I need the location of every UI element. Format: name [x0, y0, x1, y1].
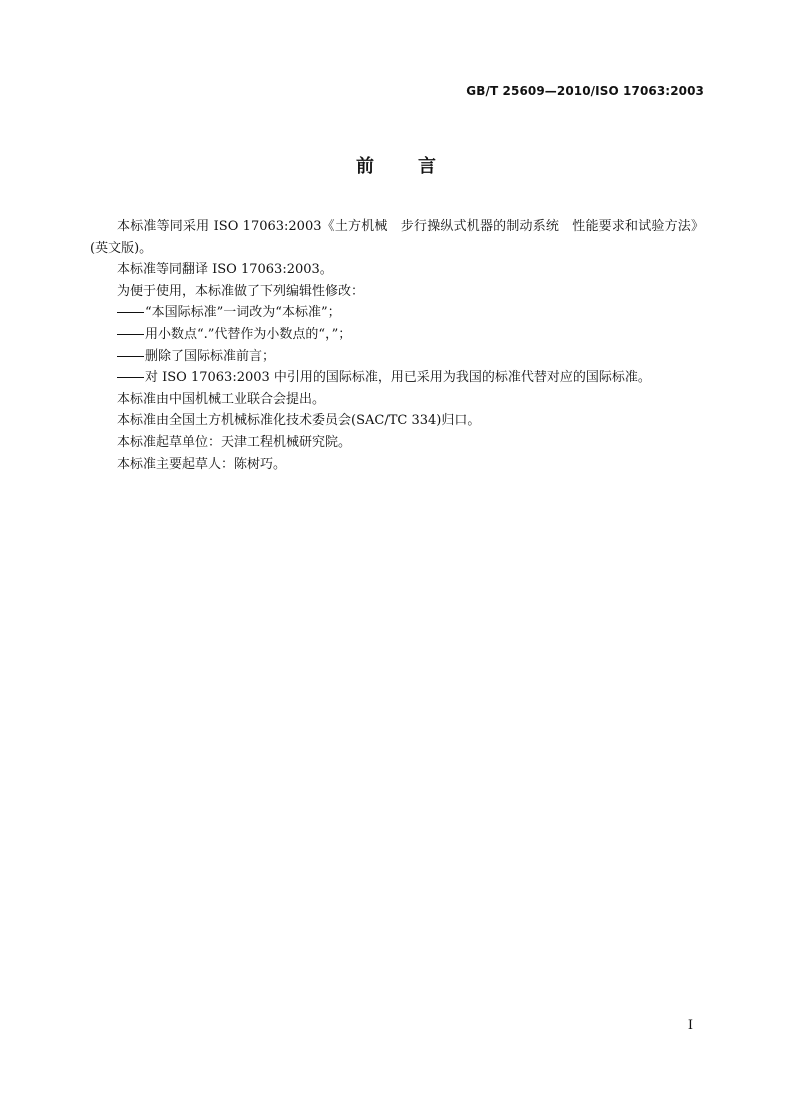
modification-text: “本国际标准”一词改为“本标准”；: [145, 305, 341, 321]
drafting-unit-paragraph: 本标准起草单位：天津工程机械研究院。: [117, 434, 352, 450]
page-number: I: [687, 1018, 693, 1033]
translation-paragraph: 本标准等同翻译 ISO 17063:2003。: [117, 262, 333, 278]
modification-item: [90, 324, 704, 346]
committee-paragraph: 本标准由全国土方机械标准化技术委员会(SAC/TC 334)归口。: [117, 413, 481, 429]
em-dash-marker: [117, 356, 144, 357]
modification-item: [90, 302, 704, 324]
modification-item: [90, 367, 704, 389]
page-title: 前言: [356, 156, 480, 177]
proposer-paragraph: 本标准由中国机械工业联合会提出。: [117, 391, 326, 407]
modification-item: [90, 346, 704, 368]
drafter-paragraph: 本标准主要起草人：陈树巧。: [117, 456, 287, 472]
em-dash-marker: [117, 312, 144, 313]
modification-text: 用小数点“.”代替作为小数点的“，”；: [145, 326, 352, 342]
em-dash-marker: [117, 334, 144, 335]
standard-code-header: GB/T 25609—2010/ISO 17063:2003: [466, 84, 704, 98]
modification-text: 对 ISO 17063:2003 中引用的国际标准，用已采用为我国的标准代替对应的国际标准。: [145, 370, 651, 386]
em-dash-marker: [117, 377, 144, 378]
adoption-paragraph: 本标准等同采用 ISO 17063:2003《土方机械 步行操纵式机器的制动系统 性能要求和试验方法》(英文版)。: [90, 219, 704, 256]
modification-text: 删除了国际标准前言；: [145, 348, 276, 364]
modifications-intro-paragraph: 为便于使用，本标准做了下列编辑性修改：: [117, 283, 365, 299]
foreword-body: [90, 216, 704, 475]
